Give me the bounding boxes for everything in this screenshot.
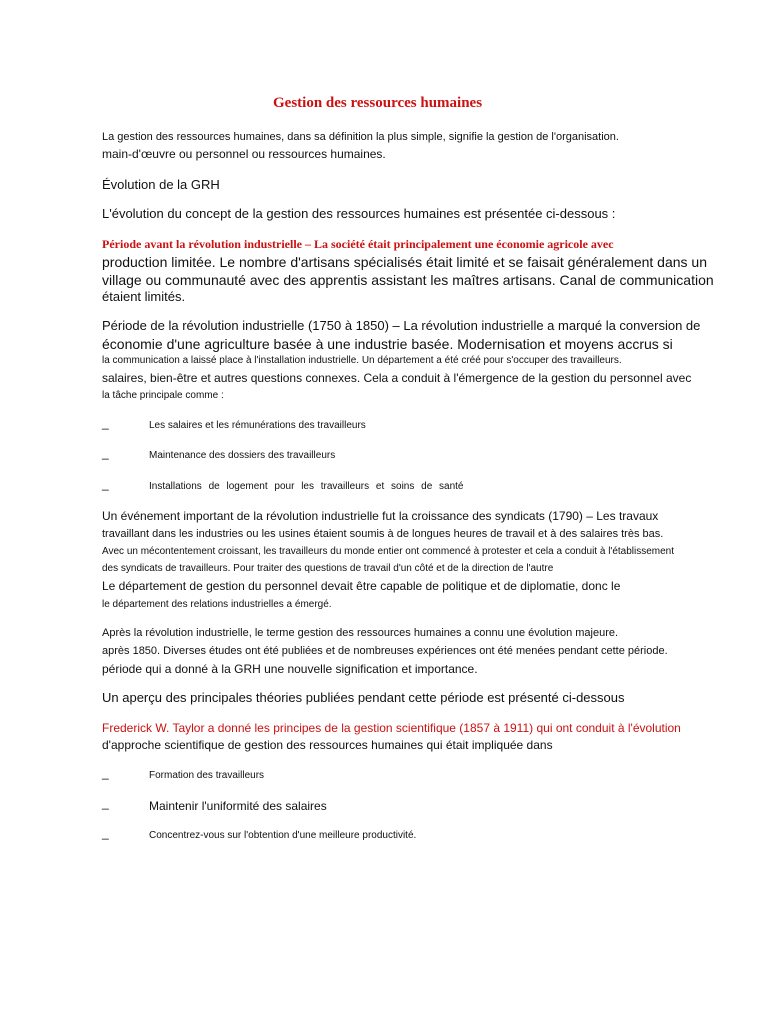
unions-line-4: des syndicats de travailleurs. Pour traiter des questions de travail d'un côté et de la direction de l'autre	[102, 563, 554, 574]
industrial-line-3: la communication a laissé place à l'installation industrielle. Un département a été créé pour s'occuper des travailleurs.	[102, 355, 622, 366]
pre-industrial-line-3: étaient limités.	[102, 289, 186, 304]
intro-line-1: La gestion des ressources humaines, dans sa définition la plus simple, signifie la gestion de l'organisation.	[102, 131, 619, 143]
bullet-marker: _	[102, 826, 109, 840]
pre-industrial-line-2: village ou communauté avec des apprentis assistant les maîtres artisans. Canal de communication	[102, 272, 714, 288]
taylor-bullet-1: Formation des travailleurs	[149, 770, 265, 781]
unions-line-1: Un événement important de la révolution industrielle fut la croissance des syndicats (1790) – Les travaux	[102, 509, 659, 523]
pre-industrial-lead: Période avant la révolution industrielle – La société était principalement une économie agricole avec	[102, 237, 614, 251]
bullet-marker: _	[102, 446, 109, 460]
unions-line-2: travaillant dans les industries ou les usines étaient soumis à de longues heures de travail et à des salaires très bas.	[102, 528, 664, 540]
intro-line-2: main-d'œuvre ou personnel ou ressources humaines.	[102, 147, 386, 161]
unions-line-3: Avec un mécontentement croissant, les travailleurs du monde entier ont commencé à protester et cela a conduit à l'établissement	[102, 546, 675, 557]
bullet-marker: _	[102, 477, 109, 491]
pre-industrial-line-1: production limitée. Le nombre d'artisans spécialisés était limité et se faisait généralement dans un	[102, 254, 707, 270]
industrial-line-4: salaires, bien-être et autres questions connexes. Cela a conduit à l'émergence de la gestion du personnel avec	[102, 371, 692, 385]
bullet-marker: _	[102, 416, 109, 430]
industrial-bullet-1: Les salaires et les rémunérations des travailleurs	[149, 420, 366, 431]
post-industrial-line-1: Après la révolution industrielle, le terme gestion des ressources humaines a connu une évolution majeure.	[102, 627, 619, 639]
taylor-lead: Frederick W. Taylor a donné les principes de la gestion scientifique (1857 à 1911) qui ont conduit à l'évolution	[102, 721, 681, 735]
evolution-intro: L'évolution du concept de la gestion des ressources humaines est présentée ci-dessous :	[102, 206, 616, 221]
industrial-bullet-2: Maintenance des dossiers des travailleurs	[149, 450, 336, 461]
bullet-marker: _	[102, 766, 109, 780]
unions-line-5: Le département de gestion du personnel devait être capable de politique et de diplomatie, donc le	[102, 579, 621, 593]
page-title: Gestion des ressources humaines	[273, 95, 483, 111]
industrial-line-2: économie d'une agriculture basée à une industrie basée. Modernisation et moyens accrus si	[102, 336, 673, 352]
bullet-marker: _	[102, 796, 109, 810]
industrial-line-5: la tâche principale comme :	[102, 390, 224, 401]
taylor-bullet-3: Concentrez-vous sur l'obtention d'une meilleure productivité.	[149, 830, 417, 841]
post-industrial-line-3: période qui a donné à la GRH une nouvelle signification et importance.	[102, 662, 478, 676]
taylor-bullet-2: Maintenir l'uniformité des salaires	[149, 799, 327, 813]
industrial-line-1: Période de la révolution industrielle (1750 à 1850) – La révolution industrielle a marqué la conversion de	[102, 318, 701, 333]
heading-evolution: Évolution de la GRH	[102, 177, 220, 192]
theories-intro: Un aperçu des principales théories publiées pendant cette période est présenté ci-dessous	[102, 690, 625, 705]
industrial-bullet-3: Installations de logement pour les travailleurs et soins de santé	[149, 481, 464, 492]
taylor-line-2: d'approche scientifique de gestion des ressources humaines qui était impliquée dans	[102, 738, 553, 752]
post-industrial-line-2: après 1850. Diverses études ont été publiées et de nombreuses expériences ont été menées pendant cette période.	[102, 645, 668, 657]
unions-line-6: le département des relations industrielles a émergé.	[102, 599, 332, 610]
